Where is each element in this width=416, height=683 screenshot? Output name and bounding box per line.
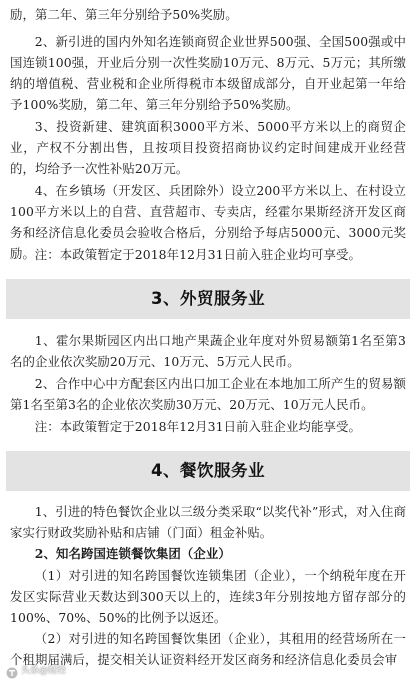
paragraph-township-supermarket-reward: 4、在乡镇场（开发区、兵团除外）设立200平方米以上、在村设立100平方米以上的自营、直营超市、专卖店，经霍尔果斯经济开发区商务和经济信息化委员会验收合格后，分别给予每店5000元、3000元奖励。 — [10, 183, 406, 261]
watermark-text: 头条@财经 — [21, 666, 67, 676]
paragraph-processing-trade-reward: 2、合作中心中方配套区内出口加工企业在本地加工所产生的贸易额第1名至第3名的企业依次奖励30万元、20万元、10万元人民币。 — [10, 376, 406, 412]
watermark — [6, 663, 66, 676]
paragraph-specialty-catering-subsidy: 1、引进的特色餐饮企业以三级分类采取“以奖代补”形式，对入住商家实行财政奖励补贴和店铺（门面）租金补贴。 — [10, 504, 406, 540]
paragraph-foreign-trade-note: 注：本政策暂定于2018年12月31日前入驻企业均能享受。 — [34, 419, 361, 434]
section-header-catering — [6, 451, 410, 491]
paragraph-policy-note: 注：本政策暂定于2018年12月31日前入驻企业均可享受。 — [34, 247, 361, 262]
section-title-foreign-trade: 3、外贸服务业 — [151, 289, 265, 308]
paragraph-new-construction-subsidy: 3、投资新建、建筑面积3000平方米、5000平方米以上的商贸企业，产权不分割出售，且按项目投资招商协议约定时间建成开业经营的，均给予一次性补贴20万元。 — [10, 119, 406, 176]
paragraph-export-produce-reward: 1、霍尔果斯园区内出口地产果蔬企业年度对外贸易额第1名至第3名的企业依次奖励20万元、10万元、5万元人民币。 — [10, 333, 406, 369]
paragraph-multinational-chain-heading: 2、知名跨国连锁餐饮集团（企业） — [34, 546, 231, 561]
paragraph-lease-renewal-rule: （2）对引进的知名跨国餐饮集团（企业），其租用的经营场所在一个租期届满后，提交相关认证资料经开发区商务和经济信息化委员会审 — [10, 631, 406, 667]
paragraph-tax-refund-rule: （1）对引进的知名跨国餐饮连锁集团（企业），一个纳税年度在开发区实际营业天数达到300天以上的，连续3年分别按地方留存部分的100%、70%、50%的比例予以返还。 — [10, 568, 406, 625]
paragraph-reward-continuation: 励，第二年、第三年分别给予50%奖励。 — [10, 7, 238, 22]
section-header-foreign-trade — [6, 279, 410, 319]
watermark-logo-icon — [6, 664, 18, 676]
section-title-catering: 4、餐饮服务业 — [151, 461, 265, 480]
paragraph-chain-enterprise-reward: 2、新引进的国内外知名连锁商贸企业世界500强、全国500强或中国连锁100强，开业后分别一次性奖励10万元、8万元、5万元；其所缴纳的增值税、营业税和企业所得税市本级留成部分，自开业起第一年给予100%奖励，第二年、第三年分别给予50%奖励。 — [10, 34, 406, 112]
